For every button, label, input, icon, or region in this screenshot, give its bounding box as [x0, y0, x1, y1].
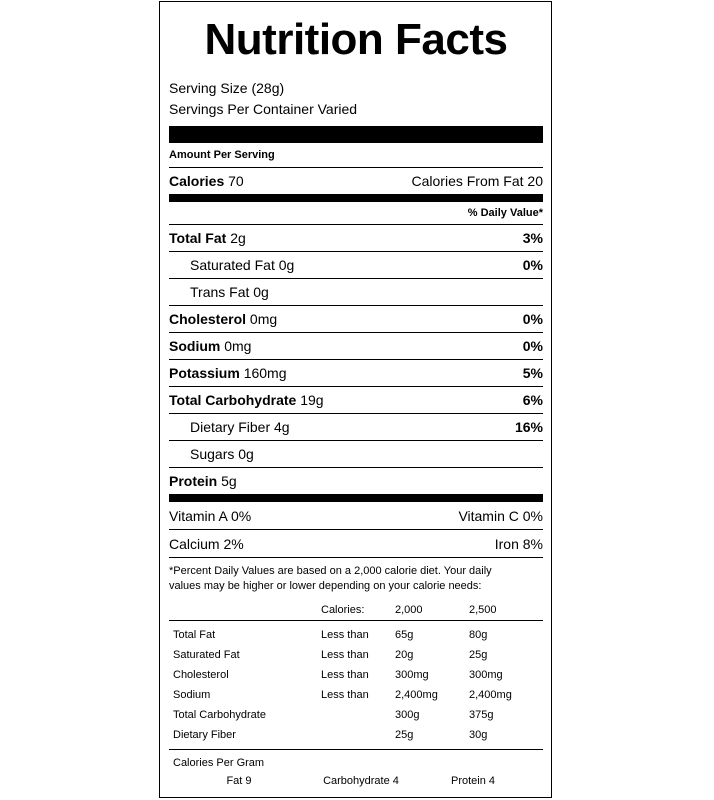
- nutrient-amount: 2g: [230, 230, 246, 246]
- nutrient-amount: 0mg: [249, 311, 278, 327]
- nutrient-dv: 3%: [522, 230, 543, 246]
- nutrient-label: [169, 473, 237, 489]
- nutrient-label: [169, 311, 277, 327]
- cpg-protein: Protein 4: [450, 775, 496, 787]
- table-row: [169, 685, 543, 705]
- dv-row-qualifier: [321, 705, 395, 725]
- nutrient-row-total-carbohydrate: [169, 387, 543, 413]
- dv-row-value-2000: 25g: [395, 729, 414, 741]
- calcium: Calcium 2%: [169, 535, 244, 552]
- nutrient-row-dietary-fiber: [169, 414, 543, 440]
- nutrient-name: Sodium: [169, 338, 221, 354]
- nutrient-label: Trans Fat 0g: [190, 284, 269, 300]
- medium-divider: [169, 494, 543, 502]
- dv-header-label: Calories:: [321, 604, 365, 616]
- dv-header-col2: 2,500: [469, 604, 497, 616]
- dv-header-col1: 2,000: [395, 604, 423, 616]
- calories-value: 70: [228, 173, 244, 189]
- calories-row: [169, 168, 543, 194]
- nutrient-row-sodium: [169, 333, 543, 359]
- nutrient-dv: 0%: [522, 311, 543, 327]
- dv-row-value-2500: 300mg: [469, 669, 503, 681]
- label-title: Nutrition Facts: [204, 15, 508, 64]
- vitamin-c: Vitamin C 0%: [458, 507, 543, 524]
- daily-value-header: % Daily Value*: [467, 207, 543, 219]
- nutrient-row-cholesterol: [169, 306, 543, 332]
- dv-row-qualifier: Less than: [321, 629, 369, 641]
- nutrient-dv: 0%: [522, 338, 543, 354]
- dv-row-qualifier: Less than: [321, 669, 369, 681]
- nutrient-name: Total Carbohydrate: [169, 392, 297, 408]
- amount-per-serving: Amount Per Serving: [169, 149, 275, 161]
- dv-row-name: Sodium: [173, 689, 211, 701]
- table-row: [169, 625, 543, 645]
- nutrient-label: Saturated Fat 0g: [190, 257, 295, 273]
- vitamin-a: Vitamin A 0%: [169, 507, 252, 524]
- dv-row-value-2500: 2,400mg: [469, 689, 512, 701]
- nutrient-label: [169, 230, 246, 246]
- cpg-fat: Fat 9: [226, 775, 252, 787]
- cpg-carbohydrate: Carbohydrate 4: [323, 775, 399, 787]
- nutrient-label: Sugars 0g: [190, 446, 254, 462]
- divider: [169, 749, 543, 750]
- nutrition-label: [159, 1, 552, 798]
- nutrient-label: [169, 365, 287, 381]
- nutrient-amount: 160mg: [243, 365, 287, 381]
- table-row: [169, 645, 543, 665]
- calories-from-fat: Calories From Fat 20: [411, 173, 543, 189]
- nutrient-amount: 19g: [300, 392, 324, 408]
- nutrient-name: Total Fat: [169, 230, 227, 246]
- daily-value-header-row: [169, 202, 543, 224]
- daily-value-table: [169, 600, 543, 745]
- table-row: [169, 725, 543, 745]
- nutrient-amount: 5g: [221, 473, 237, 489]
- dv-row-name: Cholesterol: [173, 669, 229, 681]
- dv-row-value-2000: 300g: [395, 709, 420, 721]
- dv-row-value-2500: 80g: [469, 629, 488, 641]
- dv-row-value-2000: 2,400mg: [395, 689, 438, 701]
- nutrient-label: Dietary Fiber 4g: [190, 419, 290, 435]
- vitamin-row-1: [169, 502, 543, 529]
- dv-table-header: [169, 600, 543, 621]
- nutrient-row-potassium: [169, 360, 543, 386]
- nutrient-dv: 5%: [522, 365, 543, 381]
- nutrient-row-total-fat: [169, 225, 543, 251]
- dv-row-name: Dietary Fiber: [173, 729, 236, 741]
- dv-row-value-2000: 300mg: [395, 669, 429, 681]
- nutrient-dv: 6%: [522, 392, 543, 408]
- nutrient-row-sugars: [169, 441, 543, 467]
- footnote-line-2: values may be higher or lower depending on your calorie needs:: [169, 580, 482, 592]
- footnote: [169, 564, 543, 594]
- dv-row-qualifier: Less than: [321, 689, 369, 701]
- nutrient-row-trans-fat: [169, 279, 543, 305]
- amount-per-serving-row: [169, 143, 543, 167]
- dv-row-qualifier: Less than: [321, 649, 369, 661]
- dv-row-name: Saturated Fat: [173, 649, 240, 661]
- dv-row-value-2500: 375g: [469, 709, 494, 721]
- thick-divider: [169, 126, 543, 143]
- calories-per-gram-label: Calories Per Gram: [173, 757, 265, 769]
- dv-row-name: Total Carbohydrate: [173, 709, 266, 721]
- nutrient-dv: 0%: [522, 257, 543, 273]
- nutrient-label: [169, 392, 324, 408]
- dv-row-value-2500: 30g: [469, 729, 488, 741]
- table-row: [169, 665, 543, 685]
- servings-per-container: Servings Per Container Varied: [169, 101, 358, 117]
- footnote-line-1: *Percent Daily Values are based on a 2,000 calorie diet. Your daily: [169, 565, 492, 577]
- nutrient-name: Cholesterol: [169, 311, 247, 327]
- nutrient-dv: 16%: [514, 419, 543, 435]
- nutrient-name: Potassium: [169, 365, 240, 381]
- vitamin-row-2: [169, 530, 543, 557]
- dv-row-qualifier: [321, 725, 395, 745]
- dv-row-value-2000: 65g: [395, 629, 414, 641]
- nutrient-amount: 0mg: [224, 338, 252, 354]
- divider: [169, 557, 543, 558]
- dv-row-value-2500: 25g: [469, 649, 488, 661]
- iron: Iron 8%: [494, 535, 543, 552]
- calories-label: Calories: [169, 173, 225, 189]
- nutrient-row-saturated-fat: [169, 252, 543, 278]
- nutrition-label-body: [169, 2, 543, 797]
- nutrient-row-protein: [169, 468, 543, 494]
- serving-size: Serving Size (28g): [169, 80, 285, 96]
- dv-row-value-2000: 20g: [395, 649, 414, 661]
- nutrient-name: Protein: [169, 473, 218, 489]
- table-row: [169, 705, 543, 725]
- calories: [169, 173, 244, 189]
- dv-row-name: Total Fat: [173, 629, 216, 641]
- calories-per-gram-row: [169, 772, 543, 790]
- medium-divider: [169, 194, 543, 202]
- nutrient-label: [169, 338, 251, 354]
